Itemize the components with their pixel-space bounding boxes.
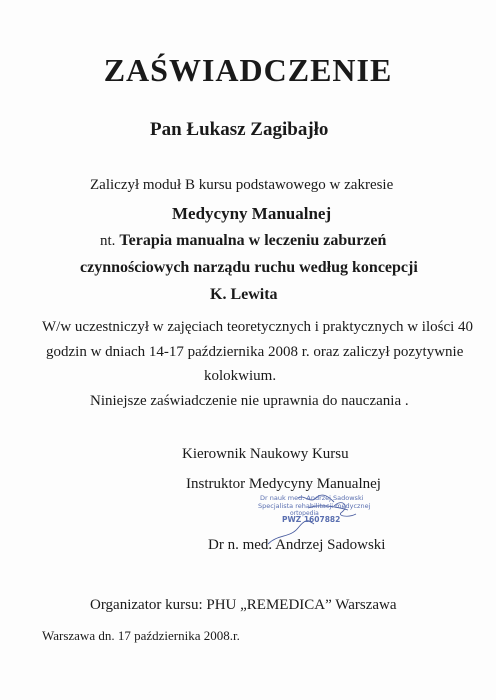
participation-line-2: godzin w dniach 14-17 października 2008 r. oraz zaliczył pozytywnie — [46, 344, 464, 360]
topic-line-3: K. Lewita — [210, 286, 278, 303]
field-of-study: Medycyny Manualnej — [172, 204, 332, 223]
notice-statement: Niniejsze zaświadczenie nie uprawnia do nauczania . — [90, 393, 409, 409]
topic-title-1: Terapia manualna w leczeniu zaburzeń — [119, 232, 387, 249]
stamp-line-2: Specjalista rehabilitacji medycznej — [258, 502, 371, 510]
participation-line-1: W/w uczestniczył w zajęciach teoretycznych i praktycznych w ilości 40 — [42, 319, 474, 335]
certificate-title: ZAŚWIADCZENIE — [103, 52, 393, 88]
topic-prefix: nt. — [100, 233, 116, 249]
role-instructor: Instruktor Medycyny Manualnej — [186, 476, 381, 492]
recipient-name: Pan Łukasz Zagibajło — [150, 119, 329, 140]
stamp-line-4: PWZ 1607882 — [282, 515, 341, 524]
organizer: Organizator kursu: PHU „REMEDICA” Warszawa — [90, 597, 397, 613]
stamp-line-3: ortopedia — [290, 510, 319, 517]
signatory-name: Dr n. med. Andrzej Sadowski — [208, 537, 386, 553]
role-head-of-course: Kierownik Naukowy Kursu — [182, 446, 349, 462]
topic-line-1 — [100, 232, 386, 250]
participation-line-3: kolokwium. — [204, 368, 277, 384]
place-and-date: Warszawa dn. 17 października 2008.r. — [42, 628, 240, 643]
topic-line-2: czynnościowych narządu ruchu według koncepcji — [80, 259, 418, 276]
completion-statement: Zaliczył moduł B kursu podstawowego w zakresie — [90, 177, 394, 193]
stamp-line-1: Dr nauk med. Andrzej Sadowski — [260, 494, 364, 502]
